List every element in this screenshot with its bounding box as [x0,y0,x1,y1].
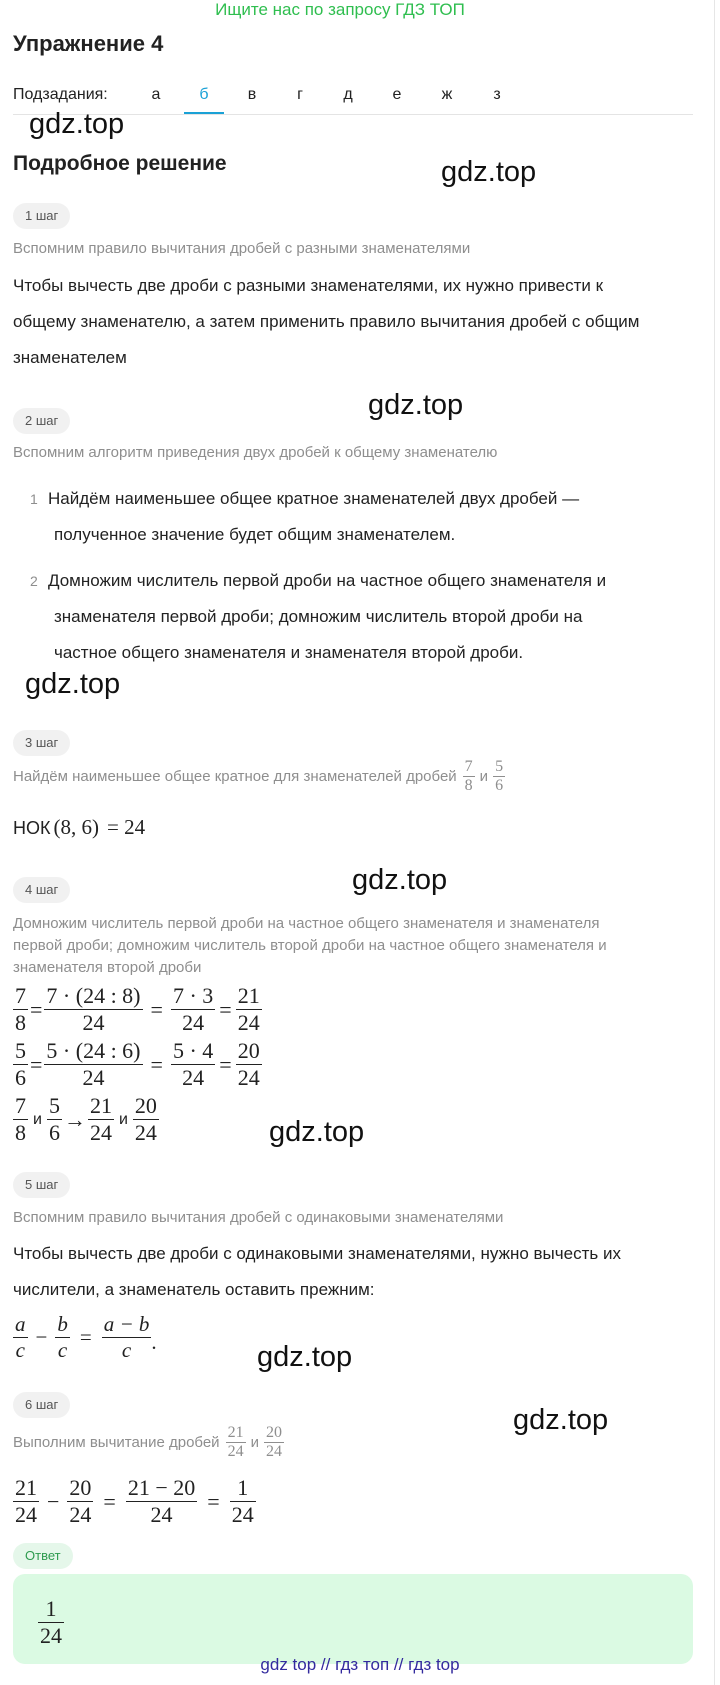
equals-sign: = [207,1488,220,1514]
tab-zh[interactable]: ж [441,86,453,103]
denominator: 6 [495,777,504,794]
promo-banner[interactable]: Ищите нас по запросу ГДЗ ТОП [215,0,465,19]
answer-box [13,1574,693,1664]
numerator: 5 [48,1093,60,1118]
step-badge: 1 шаг [13,203,70,229]
numerator: 7 [15,983,26,1008]
tab-g[interactable]: г [297,86,303,103]
tab-e[interactable]: е [392,86,402,103]
step-caption: Вспомним правило вычитания дробей с разными знаменателями [13,240,471,257]
tab-b[interactable]: б [199,86,209,103]
watermark: gdz.top [513,1404,609,1436]
tab-z[interactable]: з [493,86,501,103]
nok-formula [13,815,145,840]
denominator: 24 [237,1065,260,1090]
fraction [236,1038,262,1091]
denominator: 24 [15,1502,37,1527]
text-line: полученное значение будет общим знаменателем. [54,525,456,544]
watermark: gdz.top [352,864,448,896]
conjunction: и [250,1434,259,1451]
fraction [13,983,28,1036]
denominator: 6 [48,1120,60,1145]
step-badge: 6 шаг [13,1392,70,1418]
numerator: a [15,1312,26,1336]
watermark: gdz.top [441,156,537,188]
watermark: gdz.top [25,668,121,700]
numerator: 5 · (24 : 6) [46,1038,141,1063]
fraction [44,1038,142,1091]
nok-label: НОК [13,818,51,838]
step-text [13,268,703,376]
numerator: 21 [15,1475,37,1500]
numerator: 7 [464,758,473,775]
fraction [171,1038,215,1091]
page-title: Упражнение 4 [13,31,164,56]
step-caption [13,758,505,795]
equation-row: $\frac{5}{6}$ = $\frac{5 \cdot (24 : 6)}{24}$ = $\frac{5 \cdot 4}{24}$ = $\frac{20}{24}$ [15,1038,260,1090]
equals-sign: = [103,1488,116,1514]
denominator: c [121,1338,132,1362]
numerator: 5 [15,1038,26,1063]
watermark: gdz.top [29,108,125,140]
step-caption [13,1424,284,1461]
denominator: 8 [15,1010,26,1035]
fraction [236,983,262,1036]
fraction [47,1093,62,1146]
denominator: 24 [82,1065,105,1090]
numerator: 21 − 20 [127,1475,196,1500]
step-badge: 2 шаг [13,408,70,434]
caption-line: Домножим числитель первой дроби на частное общего знаменателя и знаменателя [13,915,600,932]
numerator: 7 [15,1093,26,1118]
denominator: 24 [89,1120,112,1145]
numerator: 20 [265,1424,282,1441]
denominator: 24 [231,1502,254,1527]
numerator: a − b [103,1312,150,1336]
text-line: частное общего знаменателя и знаменателя второй дроби. [54,643,524,662]
answer-value [38,1596,64,1649]
subtraction-rule [13,1312,157,1363]
numerator: 1 [38,1596,64,1623]
footer-links[interactable]: gdz top // гдз топ // гдз top [260,1655,460,1674]
answer-badge: Ответ [13,1543,73,1569]
numerator: 20 [237,1038,260,1063]
fraction [44,983,142,1036]
fraction [55,1312,70,1363]
caption-text: Выполним вычитание дробей [13,1434,220,1451]
fraction [126,1475,197,1528]
denominator: 8 [15,1120,26,1145]
denominator: 24 [82,1010,105,1035]
numerator: 21 [89,1093,112,1118]
subtasks-label: Подзадания: [13,86,108,103]
step-badge: 4 шаг [13,877,70,903]
conjunction: и [33,1110,42,1128]
list-item [48,481,579,553]
text-line: общему знаменателю, а затем применить правило вычитания дробей с общим [13,312,640,331]
period: . [151,1330,157,1354]
watermark: gdz.top [368,389,464,421]
equals-sign: = [79,1325,92,1349]
list-number: 2 [30,573,38,589]
nok-result: = 24 [107,815,146,839]
fraction [226,1424,246,1461]
text-line: Чтобы вычесть две дроби с одинаковыми знаменателями, нужно вычесть их [13,1244,621,1263]
step-caption [13,913,703,979]
list-number: 1 [30,491,38,507]
denominator: 24 [182,1065,205,1090]
denominator: 8 [464,777,473,794]
step-text [13,1236,703,1308]
fraction [463,758,475,795]
numerator: 7 · (24 : 8) [46,983,141,1008]
denominator: 24 [134,1120,157,1145]
denominator: 24 [182,1010,205,1035]
numerator: 20 [69,1475,92,1500]
arrow: → [63,1106,86,1132]
step-badge: 5 шаг [13,1172,70,1198]
caption-line: первой дроби; домножим числитель второй дроби на частное общего знаменателя и [13,937,607,954]
numerator: 5 [495,758,504,775]
fraction [13,1475,39,1528]
fraction [13,1312,28,1363]
fraction [88,1093,114,1146]
denominator: 6 [15,1065,26,1090]
fraction [38,1596,64,1649]
watermark: gdz.top [257,1341,353,1373]
text-line: знаменателя первой дроби; домножим числитель второй дроби на [54,607,583,626]
fraction [264,1424,284,1461]
denominator: 24 [227,1443,244,1460]
step-caption: Вспомним алгоритм приведения двух дробей к общему знаменателю [13,444,498,461]
conjunction: и [118,1110,128,1128]
active-tab-indicator [184,112,224,114]
text-line: знаменателем [13,348,127,367]
minus-sign: − [35,1325,48,1349]
watermark: gdz.top [269,1116,365,1148]
equation-row [13,1093,159,1146]
fraction [493,758,505,795]
denominator: c [57,1338,68,1362]
denominator: 24 [265,1443,282,1460]
fraction [133,1093,159,1146]
caption-line: знаменателя второй дроби [13,959,202,976]
fraction [230,1475,256,1528]
equation-row: $\frac{7}{8}$ = $\frac{7 \cdot (24 : 8)}{24}$ = $\frac{7 \cdot 3}{24}$ = $\frac{21}{24}$ [15,983,260,1035]
numerator: 5 · 4 [172,1038,214,1063]
subtraction-calc [13,1475,256,1528]
numerator: b [57,1312,68,1336]
numerator: 7 · 3 [172,983,214,1008]
denominator: 24 [40,1623,62,1648]
denominator: 24 [69,1502,92,1527]
text-line: числители, а знаменатель оставить прежним: [13,1280,375,1299]
page-right-border [714,0,715,1685]
minus-sign: − [47,1488,60,1514]
fraction [171,983,215,1036]
step-badge: 3 шаг [13,730,70,756]
text-line: Найдём наименьшее общее кратное знаменателей двух дробей — [48,489,580,508]
conjunction: и [479,768,489,785]
list-item [48,563,606,671]
fraction [13,1038,28,1091]
tab-d[interactable]: д [343,86,353,103]
fraction [102,1312,152,1363]
fraction [13,1093,28,1146]
step-caption: Вспомним правило вычитания дробей с одинаковыми знаменателями [13,1209,504,1226]
text-line: Чтобы вычесть две дроби с разными знаменателями, их нужно привести к [13,276,604,295]
numerator: 20 [134,1093,157,1118]
numerator: 1 [230,1475,256,1502]
caption-text: Найдём наименьшее общее кратное для знаменателей дробей [13,768,457,785]
tab-a[interactable]: а [151,86,161,103]
denominator: 24 [237,1010,260,1035]
section-title: Подробное решение [13,152,227,175]
fraction [67,1475,93,1528]
text-line: Домножим числитель первой дроби на частное общего знаменателя и [48,571,607,590]
nok-args: (8, 6) [53,815,99,839]
denominator: 24 [150,1502,173,1527]
numerator: 21 [237,983,260,1008]
numerator: 21 [227,1424,244,1441]
denominator: c [15,1338,25,1362]
tab-v[interactable]: в [247,86,257,103]
